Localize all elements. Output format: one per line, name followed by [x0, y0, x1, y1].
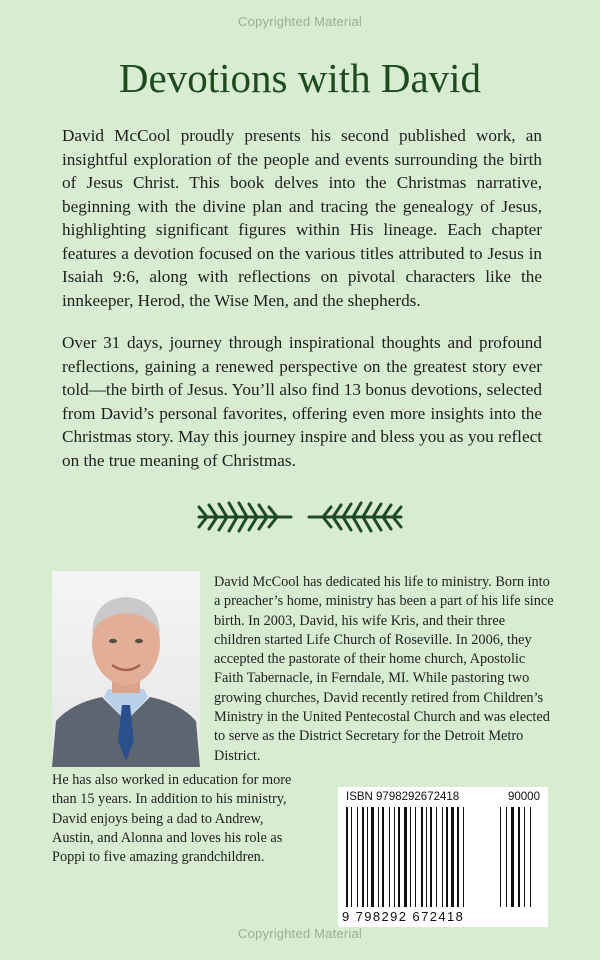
blurb-paragraph-1: David McCool proudly presents his second published work, an insightful exploration of the people and events surrounding the birth of Jesus Christ. This book delves into the Christmas narrative, beginning with the divine plan and tracing the genealogy of Jesus, highlighting significant figures within His lineage. Each chapter features a devotion focused on the various titles attributed to Jesus in Isaiah 9:6, along with reflections on pivotal characters like the innkeeper, Herod, the Wise Men, and the shepherds. — [62, 126, 542, 310]
blurb-paragraph-2: Over 31 days, journey through inspirational thoughts and profound reflections, gaining a renewed perspective on the greatest story ever told—the birth of Jesus. You’ll also find 13 bonus devotions, selected from David’s personal favorites, offering even more insights into the Christmas story. May this journey inspire and bless you as you reflect on the true meaning of Christmas. — [62, 333, 542, 470]
barcode-bar — [442, 807, 443, 907]
barcode-bar — [367, 807, 368, 907]
barcode-bar — [430, 807, 432, 907]
barcode-bar — [451, 807, 454, 907]
isbn-barcode — [338, 787, 548, 927]
book-title: Devotions with David — [118, 55, 482, 101]
barcode-bar — [410, 807, 411, 907]
barcode-bar — [463, 807, 464, 907]
isbn-label: ISBN 9798292672418 — [346, 791, 460, 803]
barcode-bar — [421, 807, 423, 907]
barcode-bar — [457, 807, 459, 907]
barcode-bar — [426, 807, 427, 907]
barcode-bar — [378, 807, 379, 907]
barcode-bar — [362, 807, 364, 907]
author-bio-part-1: David McCool has dedicated his life to ministry. Born into a preacher’s home, ministry has been a part of his life since birth. In 2003, David, his wife Kris, and their three children started Life Church of Roseville. In 2006, they accepted the pastorate of their home church, Apostolic Faith Tabernacle, in Ferndale, MI. While pastoring two growing churches, David recently retired from Children’s Ministry in the United Pentecostal Church and was elected to serve as the District Secretary for the Detroit Metro District. — [214, 574, 554, 764]
barcode-bar — [394, 807, 395, 907]
barcode-bar — [389, 807, 390, 907]
watermark-top: Copyrighted Material — [238, 14, 362, 29]
barcode-bar — [415, 807, 416, 907]
isbn-digits: 9 798292 672418 — [342, 909, 465, 924]
pine-branch-icon — [195, 494, 405, 540]
barcode-bar — [404, 807, 407, 907]
watermark-bottom: Copyrighted Material — [238, 926, 362, 941]
barcode-addon-bar — [506, 807, 507, 907]
barcode-addon-bar — [511, 807, 514, 907]
barcode-bar — [357, 807, 358, 907]
price-code: 90000 — [508, 791, 540, 803]
barcode-addon-bar — [530, 807, 531, 907]
barcode-bar — [382, 807, 384, 907]
barcode-addon-bar — [518, 807, 520, 907]
barcode-bar — [371, 807, 374, 907]
barcode-bar — [346, 807, 348, 907]
author-photo — [52, 571, 200, 767]
barcode-addon-bar — [500, 807, 501, 907]
barcode-bars — [338, 787, 548, 927]
author-bio-part-2: He has also worked in education for more than 15 years. In addition to his ministry, David enjoys being a dad to Andrew, Austin, and Alonna and loves his role as Poppi to five amazing grandchildren. — [52, 772, 292, 866]
barcode-addon-bar — [524, 807, 525, 907]
barcode-bar — [446, 807, 448, 907]
barcode-bar — [351, 807, 352, 907]
barcode-bar — [436, 807, 437, 907]
barcode-bar — [398, 807, 400, 907]
